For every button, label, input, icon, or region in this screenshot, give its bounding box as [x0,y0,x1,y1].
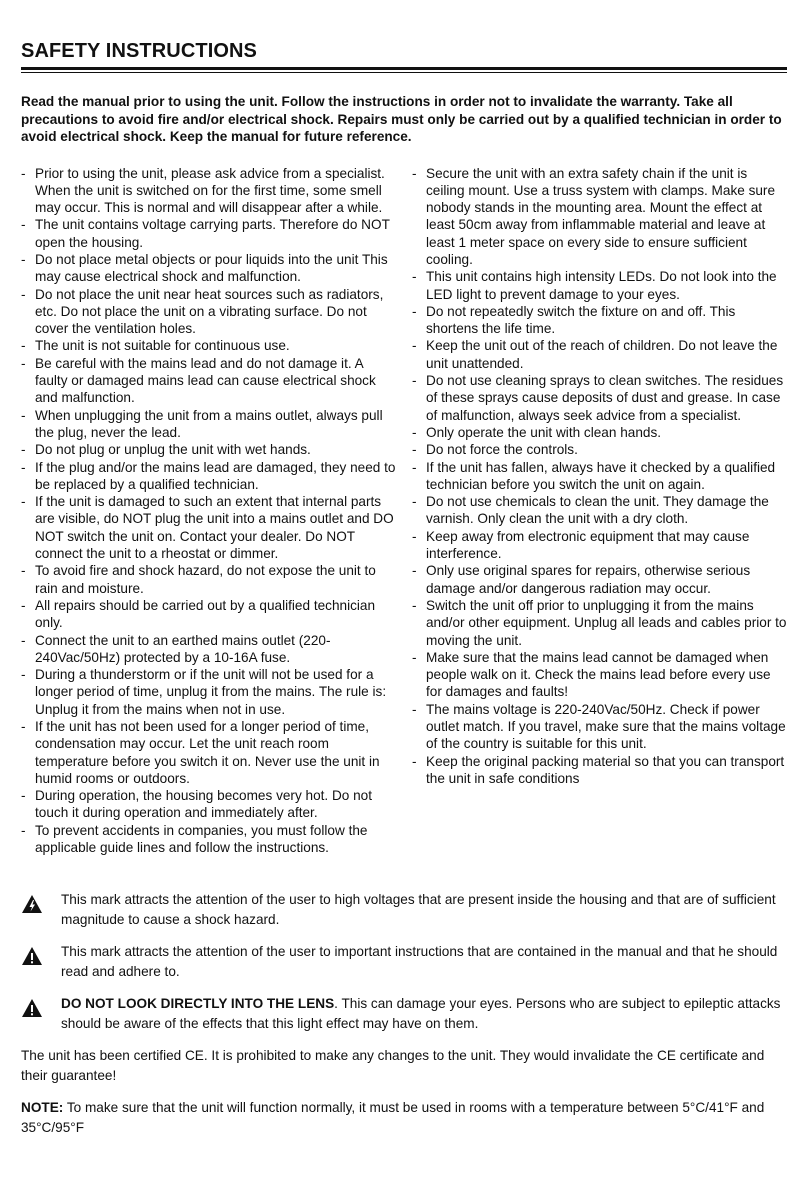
note-paragraph [21,1098,787,1138]
right-instruction-list [412,165,787,788]
title-rule-thin [21,72,787,73]
instruction-item: - To avoid fire and shock hazard, do not expose the unit to rain and moisture. [21,562,396,597]
instruction-item: - Keep the unit out of the reach of children. Do not leave the unit unattended. [412,337,787,372]
lens-warning-rest: . This can damage your eyes. Persons who are subject to epileptic attacks should be aware of the effects that this light effect may have on them. [61,996,781,1032]
intro-paragraph: Read the manual prior to using the unit. Follow the instructions in order not to invalidate the warranty. Take all precautions to avoid fire and/or electrical shock. Repairs must only be carried out by a qualified technician in order to avoid electrical shock. Keep the manual for future reference. [21,94,782,144]
exclamation-warning-icon [21,946,43,966]
voltage-warning [21,890,787,930]
instruction-columns [21,165,787,857]
instructions-warning-text: This mark attracts the attention of the user to important instructions that are contained in the manual and that he should read and adhere to. [61,944,778,980]
instruction-item: - Do not plug or unplug the unit with wet hands. [21,441,396,458]
instruction-item: - Secure the unit with an extra safety chain if the unit is ceiling mount. Use a truss system with clamps. Make sure nobody stands in the mounting area. Mount the effect at least 50cm away from inflammable material and leave at least 1 meter space on every side to ensure sufficient cooling. [412,165,787,269]
note-text: To make sure that the unit will function normally, it must be used in rooms with a temperature between 5°C/41°F and 35°C/95°F [21,1100,765,1136]
exclamation-warning-icon [21,998,43,1018]
instruction-item: - Do not use cleaning sprays to clean switches. The residues of these sprays cause deposits of dust and grease. In case of malfunction, always seek advice from a specialist. [412,372,787,424]
voltage-warning-text: This mark attracts the attention of the user to high voltages that are present inside the housing and that are of sufficient magnitude to cause a shock hazard. [61,892,776,928]
warning-section [21,890,787,1034]
instruction-item: - Do not use chemicals to clean the unit. They damage the varnish. Only clean the unit with a dry cloth. [412,493,787,528]
instruction-item: - During a thunderstorm or if the unit will not be used for a longer period of time, unplug it from the mains. The rule is: Unplug it from the mains when not in use. [21,666,396,718]
instructions-warning [21,942,787,982]
instruction-item: - Do not place the unit near heat sources such as radiators, etc. Do not place the unit on a vibrating surface. Do not cover the ventilation holes. [21,286,396,338]
document-page [21,36,787,1138]
instruction-item: - The mains voltage is 220-240Vac/50Hz. Check if power outlet match. If you travel, make sure that the mains voltage of the country is suitable for this unit. [412,701,787,753]
instruction-item: - The unit contains voltage carrying parts. Therefore do NOT open the housing. [21,216,396,251]
instruction-item: - To prevent accidents in companies, you must follow the applicable guide lines and follow the instructions. [21,822,396,857]
instruction-item: - Switch the unit off prior to unplugging it from the mains and/or other equipment. Unplug all leads and cables prior to moving the unit. [412,597,787,649]
instruction-item: - Do not place metal objects or pour liquids into the unit This may cause electrical shock and malfunction. [21,251,396,286]
lens-warning [21,994,787,1034]
instruction-item: - Be careful with the mains lead and do not damage it. A faulty or damaged mains lead can cause electrical shock and malfunction. [21,355,396,407]
instruction-item: - If the unit has not been used for a longer period of time, condensation may occur. Let the unit reach room temperature before you switch it on. Never use the unit in humid rooms or outdoors. [21,718,396,787]
instruction-item: - If the unit has fallen, always have it checked by a qualified technician before you switch the unit on again. [412,459,787,494]
instruction-item: - Make sure that the mains lead cannot be damaged when people walk on it. Check the mains lead before every use for damages and faults! [412,649,787,701]
instruction-item: - All repairs should be carried out by a qualified technician only. [21,597,396,632]
instruction-item: - Only use original spares for repairs, otherwise serious damage and/or dangerous radiation may occur. [412,562,787,597]
instruction-item: - Prior to using the unit, please ask advice from a specialist. When the unit is switched on for the first time, some smell may occur. This is normal and will disappear after a while. [21,165,396,217]
left-column [21,165,396,857]
lens-warning-text [61,994,787,1034]
instruction-item: - If the unit is damaged to such an extent that internal parts are visible, do NOT plug the unit into a mains outlet and DO NOT switch the unit on. Contact your dealer. Do NOT connect the unit to a rheostat or dimmer. [21,493,396,562]
high-voltage-warning-icon [21,894,43,914]
title-rule-thick [21,67,787,70]
instruction-item: - Only operate the unit with clean hands. [412,424,787,441]
ce-paragraph: The unit has been certified CE. It is prohibited to make any changes to the unit. They would invalidate the CE certificate and their guarantee! [21,1048,765,1084]
instruction-item: - Connect the unit to an earthed mains outlet (220-240Vac/50Hz) protected by a 10-16A fuse. [21,632,396,667]
instruction-item: - The unit is not suitable for continuous use. [21,337,396,354]
instruction-item: - Keep away from electronic equipment that may cause interference. [412,528,787,563]
instruction-item: - Keep the original packing material so that you can transport the unit in safe conditions [412,753,787,788]
right-column [412,165,787,857]
instruction-item: - If the plug and/or the mains lead are damaged, they need to be replaced by a qualified technician. [21,459,396,494]
lens-warning-bold: DO NOT LOOK DIRECTLY INTO THE LENS [61,996,335,1012]
instruction-item: - Do not repeatedly switch the fixture on and off. This shortens the life time. [412,303,787,338]
note-label: NOTE: [21,1100,64,1116]
instruction-item: - When unplugging the unit from a mains outlet, always pull the plug, never the lead. [21,407,396,442]
page-title: SAFETY INSTRUCTIONS [21,40,257,62]
left-instruction-list [21,165,396,857]
instruction-item: - Do not force the controls. [412,441,787,458]
instruction-item: - During operation, the housing becomes very hot. Do not touch it during operation and immediately after. [21,787,396,822]
instruction-item: - This unit contains high intensity LEDs. Do not look into the LED light to prevent damage to your eyes. [412,268,787,303]
